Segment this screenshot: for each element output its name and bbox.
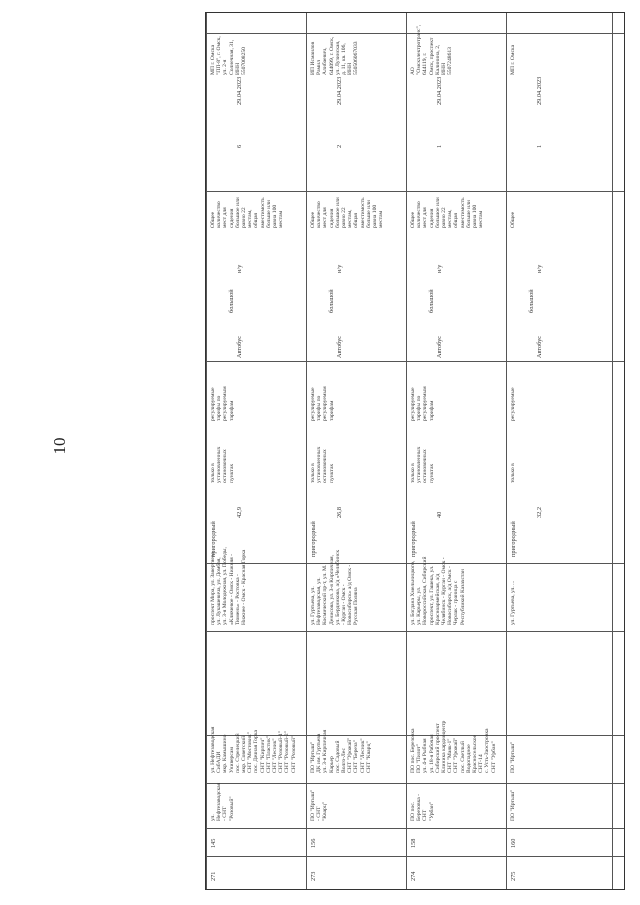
row-id: 273: [310, 871, 317, 881]
stop-order: только в установленных остановочных пунктах: [210, 446, 235, 483]
carrier: МП г. Омска "ПП-8", г. Омск, ул. 2-я Солнечная, 31, ИНН 5507008250: [210, 36, 248, 75]
vehicle-count: 1: [536, 144, 543, 148]
route-type: пригородный: [310, 521, 317, 557]
vehicle-type: Автобус: [536, 335, 543, 358]
tariff: регулируемые тарифы по регулируемым тарифам: [310, 386, 335, 421]
route-name: ул. Нефтезаводская - СНТ "Розовый": [210, 782, 235, 821]
row-line: [206, 783, 624, 784]
route-stops: ПО "Иртыш": [510, 741, 516, 773]
row-id: 274: [410, 871, 417, 881]
row-line: [206, 361, 624, 362]
carrier: МП г. Омска: [510, 44, 516, 75]
route-type: пригородный: [410, 521, 417, 557]
route-type: пригородный: [510, 521, 517, 557]
vehicle-count: 6: [236, 144, 243, 148]
vehicle-type: Автобус: [336, 335, 343, 358]
vehicle-type: Автобус: [236, 335, 243, 358]
start-date: 29.04.2023: [436, 76, 443, 105]
col-line: [206, 13, 207, 889]
row-num: 156: [310, 838, 317, 848]
vehicle-class: большой: [228, 289, 235, 313]
tariff: регулируемые тарифы по регулируемым тарифам: [410, 386, 435, 421]
capacity: Общее количество мест для сидения большое или равно 22 местам, общая вместимость больше или равна 100 местам: [210, 197, 285, 228]
start-date: 29.04.2023: [336, 76, 343, 105]
start-date: 29.04.2023: [536, 76, 543, 105]
capacity: Общее количество мест для сидения большое или равно 22 местам, общая вместимость больше или равна 100 местам: [310, 197, 385, 228]
row-num: 145: [210, 838, 217, 848]
col-line: [506, 13, 507, 889]
row-line: [206, 191, 624, 192]
carrier: АО "Омскэлектротранс", 644119, г. Омск, проспект Калинина, 2, ИНН 5507248613: [410, 24, 454, 75]
route-name: ПО "Иртыш" - СНТ "Кварц": [310, 789, 329, 821]
vehicle-class: большой: [428, 289, 435, 313]
carrier: ИП Исмаилов Рамил Алибаевич, 644099, г. Омск, ул. Лузинская, д. 11, кв. 106, ИНН 550506067033: [310, 36, 360, 75]
vehicle-count: 1: [436, 144, 443, 148]
eco-class: н/у: [536, 264, 543, 273]
eco-class: н/у: [436, 264, 443, 273]
col-line: [406, 13, 407, 889]
route-streets: ул. Богдана Хмельницкого, ул. Карьеры, ул. Новороссийская, Сибирский проспект, ул. Гашека, ул. Красноармейская, а/д Челябинск - Курган - Омск - Новосибирск, а/д Омск - Черлак - граница с Республикой Казахстан: [410, 556, 466, 625]
eco-class: н/у: [336, 264, 343, 273]
vehicle-count: 2: [336, 144, 343, 148]
col-line: [306, 13, 307, 889]
routes-table: [205, 12, 625, 890]
col-line: [612, 13, 613, 889]
vehicle-type: Автобус: [436, 335, 443, 358]
route-streets: ул. Гуртьева, ул. ...: [510, 580, 516, 625]
route-stops: ул. Нефтезаводская СибАДИ мкр. Камышино Универсам пос. Стрелецкий мкр. Советский СНТ "Мостовик" пос. Дачная Горка СНТ "Кирпич" СНТ "Пластик" СНТ "Лесник" СНТ "Розовый-1" СНТ "Розовый-2" СНТ "Розовый": [210, 726, 297, 773]
route-length: 40: [436, 511, 443, 518]
route-streets: проспект Мира, ул. Завертяева, ул. Лукашевича, ул. Домбая, ул. 3-я Молодежная, ул. Победы, «Ключевое - Омск - Нижняя - Тюмень» - Ростовка - Нижнее - Омск - Красная Горка: [210, 547, 248, 625]
vehicle-class: большой: [528, 289, 535, 313]
route-length: 42,9: [236, 506, 243, 518]
row-num: 158: [410, 838, 417, 848]
tariff: регулируемые: [510, 387, 516, 421]
start-date: 29.04.2023: [236, 76, 243, 105]
stop-order: только в установленных остановочных пунктах: [410, 446, 435, 483]
route-length: 32,2: [536, 506, 543, 518]
row-id: 275: [510, 871, 517, 881]
capacity: Общее количество мест для сидения большое или равно 22 местам, общая вместимость больше или равна 100 местам: [410, 197, 485, 228]
route-stops: ПО пос. Березовка ПО "Пилот" ул. 4-я Рыбная ул. 18-я Рабочая Сибирский проспект Клиника кардиоцентр СНТ "Маяк-1" СНТ "Урожай" пос. Светлый Водопадное Красносельское СНТ-14 с. Усть-Заостровка СНТ "Урбан": [410, 720, 497, 773]
stop-order: только в установленных остановочных пунктах: [310, 446, 335, 483]
stop-order: только в: [510, 463, 516, 483]
row-line: [206, 856, 624, 857]
capacity: Общее: [510, 211, 516, 228]
route-name: ПО пос. Березовка - СНТ "Урбан": [410, 793, 435, 821]
route-length: 26,8: [336, 506, 343, 518]
route-stops: ПО "Иртыш" ДК им. Гуртьева ул. 3-я Кирпичная Карьер пос. Садовый Волго-Лес СНТ "Урожай" СНТ "Береза" СНТ "Лесник" СНТ "Кварц": [310, 729, 372, 773]
route-name: ПО "Иртыш": [510, 789, 516, 821]
row-num: 160: [510, 838, 517, 848]
route-type: пригородный: [210, 521, 217, 557]
tariff: регулируемые тарифы по регулируемым тарифам: [210, 386, 235, 421]
row-id: 271: [210, 871, 217, 881]
eco-class: н/у: [236, 264, 243, 273]
page-number: 10: [50, 437, 69, 455]
row-line: [206, 631, 624, 632]
vehicle-class: большой: [328, 289, 335, 313]
row-line: [206, 828, 624, 829]
route-streets: ул. Гуртьева, ул. Нефтезаводская, ул. Космический пр-т, ул. М. Денисова, ул. 3-я Кирпичная, ул. Бердникова, а/д «Челябинск - Курган - Омск - Новосибирск» а/д Омск - Русская Поляна: [310, 549, 360, 625]
